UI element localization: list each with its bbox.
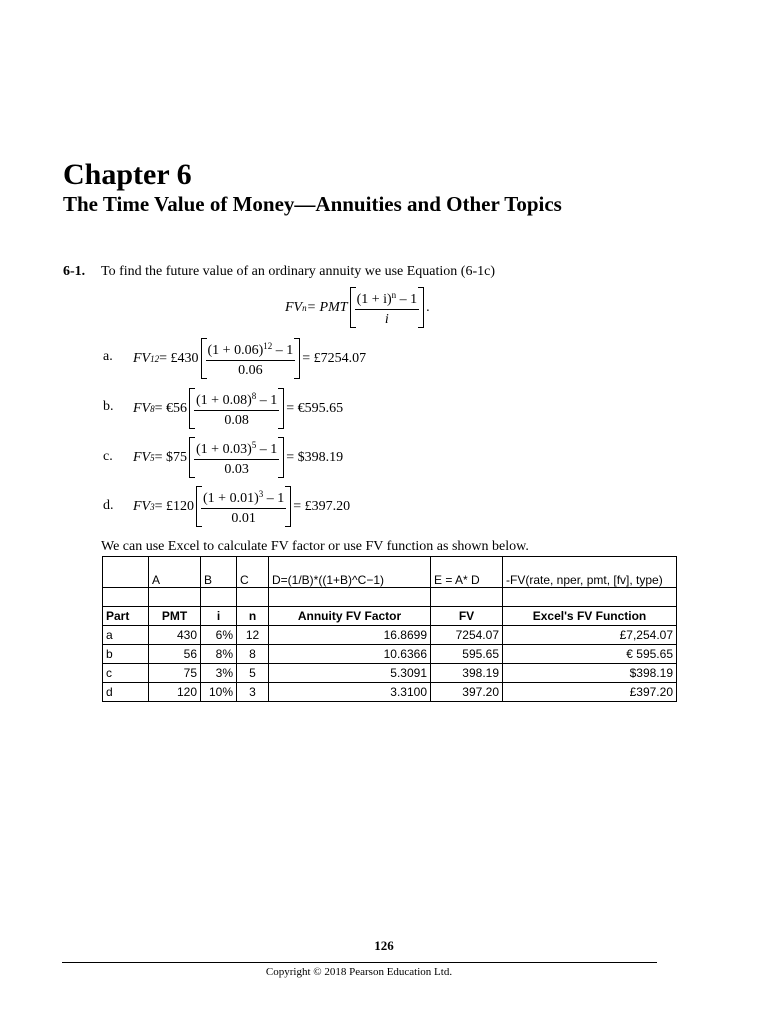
- formula-lhs-sub: n: [302, 302, 307, 313]
- col-letter: B: [201, 557, 237, 588]
- chapter-title: Chapter 6: [63, 158, 192, 191]
- formula-numerator: $(1 + i)^n - 1$: [355, 287, 420, 310]
- part-b-equation: FV 8 = €56 $\frac{(1 + 0.08)^8 - 1}{0.08}$ = €595.65: [133, 388, 343, 429]
- part-c-equation: FV 5 = $75 $\frac{(1 + 0.03)^5 - 1}{0.03}$ = $398.19: [133, 437, 343, 478]
- table-row: d 120 10% 3 3.3100 397.20 £397.20: [103, 683, 677, 702]
- copyright: Copyright © 2018 Pearson Education Ltd.: [265, 966, 453, 978]
- formula-denominator: i: [384, 312, 389, 327]
- formula-bracket: [350, 287, 425, 328]
- problem-number: 6-1.: [63, 264, 86, 279]
- table-row: a 430 6% 12 16.8699 7254.07 £7,254.07: [103, 626, 677, 645]
- col-letter: C: [237, 557, 269, 588]
- part-c-label: c.: [103, 449, 113, 464]
- column-letter-row: [103, 557, 677, 588]
- chapter-subtitle: The Time Value of Money—Annuities and Other Topics: [63, 192, 562, 216]
- col-formula: D=(1/B)*((1+B)^C−1): [269, 557, 431, 588]
- excel-intro: We can use Excel to calculate FV factor or use FV function as shown below.: [101, 539, 529, 554]
- formula-lhs: FV: [285, 299, 303, 315]
- table-row: c 75 3% 5 5.3091 398.19 $398.19: [103, 664, 677, 683]
- problem-intro: To find the future value of an ordinary annuity we use Equation (6-1c): [101, 264, 496, 279]
- header-row: Part PMT i n Annuity FV Factor FV Excel's FV Function: [103, 607, 677, 626]
- part-b-label: b.: [103, 399, 114, 414]
- col-letter: A: [149, 557, 201, 588]
- general-formula: FV n = PMT $\frac{(1 + i)^n - 1}{i}$ .: [285, 287, 430, 328]
- part-d-equation: FV 3 = £120 $\frac{(1 + 0.01)^3 - 1}{0.01}$ = £397.20: [133, 486, 350, 527]
- blank-row: [103, 588, 677, 607]
- table-row: b 56 8% 8 10.6366 595.65 € 595.65: [103, 645, 677, 664]
- excel-table: [102, 556, 677, 702]
- footer-divider: [62, 962, 657, 963]
- part-d-label: d.: [103, 498, 114, 513]
- page-number: 126: [374, 938, 394, 953]
- part-a-equation: FV 12 = £430 $\frac{(1 + 0.06)^{12} - 1}{0.06}$ = £7254.07: [133, 338, 366, 379]
- col-formula: E = A* D: [431, 557, 503, 588]
- col-formula: -FV(rate, nper, pmt, [fv], type): [503, 557, 677, 588]
- part-a-label: a.: [103, 349, 113, 364]
- formula-eq: = PMT: [306, 299, 348, 315]
